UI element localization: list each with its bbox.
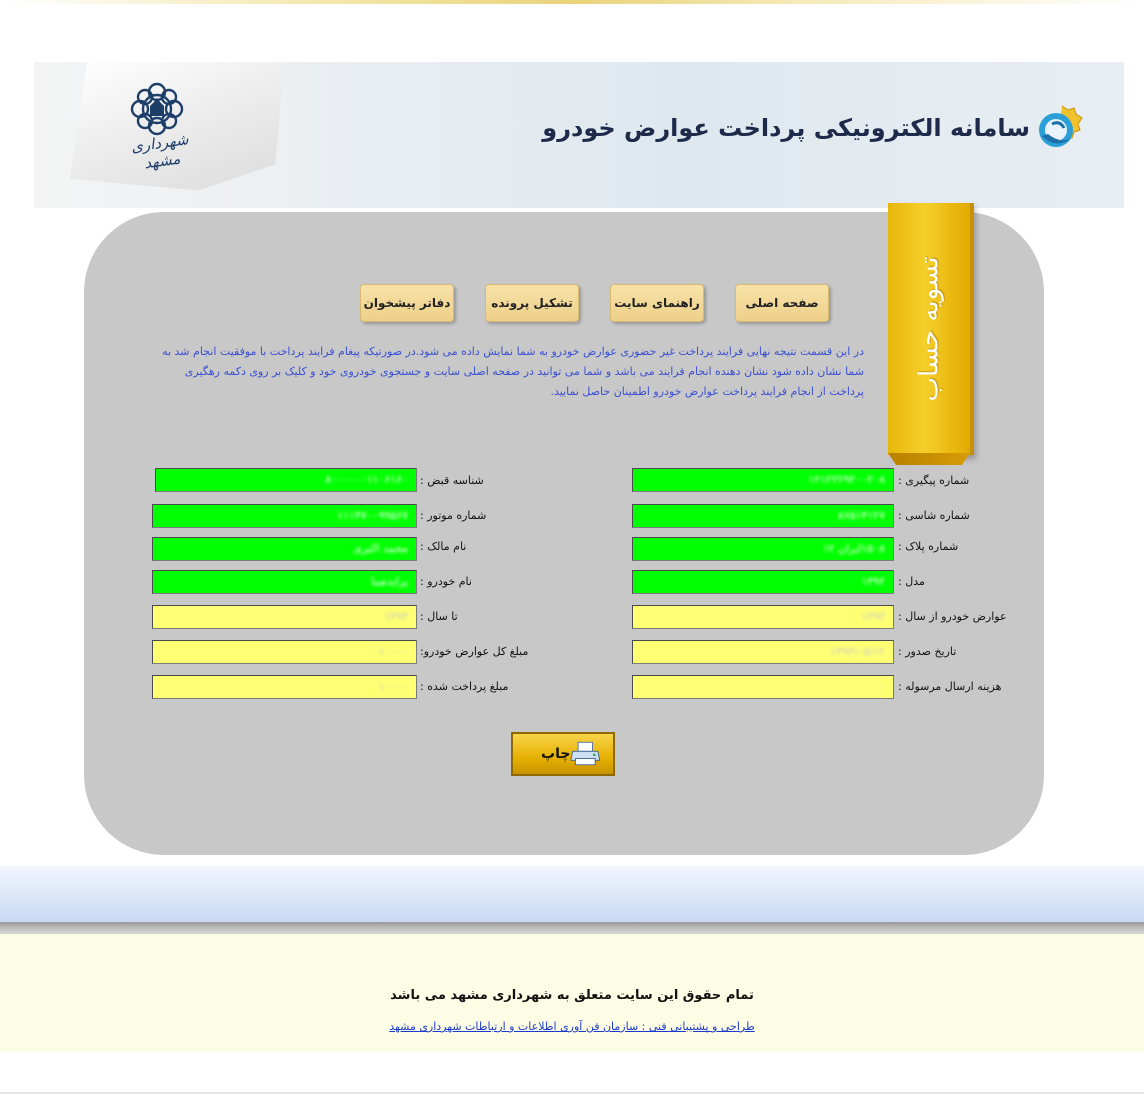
- intro-text: در این قسمت نتیجه نهایی فرایند پرداخت غیر حضوری عوارض خودرو به شما نمایش داده می شود.در صورتیکه پیغام فرایند پرداخت با موفقیت انجام شد به شما نشان داده شود نشان دهنده انجام فرایند می باشد و شما می توانید در صفحه اصلی سایت و جستجوی خودروی خود و کلیک بر روی دکمه رهگیری پرداخت از انجام فرایند پرداخت عوارض خودرو اطمینان حاصل نمایید.: [162, 345, 864, 398]
- site-logo-icon: [1032, 100, 1088, 156]
- print-button[interactable]: [511, 732, 615, 776]
- owner-name-label: نام مالک :: [420, 540, 467, 553]
- postage-fee-label: هزینه ارسال مرسوله :: [898, 680, 1002, 693]
- plate-no-field[interactable]: ۱۵۰۸ایران ۱۲: [632, 537, 894, 561]
- footer: [0, 934, 1144, 1052]
- to-year-field[interactable]: ۱۳۹۳: [152, 605, 417, 629]
- issue-date-label: تاریخ صدور :: [898, 645, 957, 658]
- site-title: سامانه الکترونیکی پرداخت عوارض خودرو: [542, 114, 1030, 142]
- chassis-no-field[interactable]: ۸۶۵۱۴۱۲۷: [632, 504, 894, 528]
- print-button-label: چاپ: [541, 746, 571, 762]
- nav-guide-button[interactable]: راهنمای سایت: [610, 284, 704, 322]
- top-decorative-strip: [0, 0, 1144, 4]
- model-field[interactable]: ۱۳۹۲: [632, 570, 894, 594]
- tracking-no-label: شماره پیگیری :: [898, 474, 970, 487]
- plate-no-label: شماره پلاک :: [898, 540, 959, 553]
- nav-home-button[interactable]: صفحه اصلی: [735, 284, 829, 322]
- engine-no-field[interactable]: ۱۱۱۴۷۰۰۹۹۵۶۷: [152, 504, 417, 528]
- vehicle-name-label: نام خودرو :: [420, 575, 472, 588]
- bottom-divider: [0, 1092, 1144, 1094]
- nav-file-button[interactable]: تشکیل پرونده: [485, 284, 579, 322]
- postage-fee-field[interactable]: ۰: [632, 675, 894, 699]
- to-year-label: تا سال :: [420, 610, 458, 623]
- chassis-no-label: شماره شاسی :: [898, 509, 970, 522]
- from-year-field[interactable]: ۱۳۹۳: [632, 605, 894, 629]
- footer-copyright: تمام حقوق این سایت متعلق به شهرداری مشهد می باشد: [390, 988, 754, 1003]
- nav-offices-button[interactable]: دفاتر پیشخوان: [360, 284, 454, 322]
- vehicle-name-field[interactable]: پرایدصبا: [152, 570, 417, 594]
- bill-id-field[interactable]: ۸۰۰۰۰۰۰۱۱۰۶۱۶۰: [155, 468, 417, 492]
- bill-id-label: شناسه قبض :: [420, 474, 484, 487]
- model-label: مدل :: [898, 575, 925, 588]
- total-fee-label: مبلغ کل عوارض خودرو:: [420, 645, 529, 658]
- total-fee-field[interactable]: ۱۰۰۰۰: [152, 640, 417, 664]
- section-ribbon: [888, 203, 970, 455]
- issue-date-field[interactable]: ۱۳۹۳/۰۵/۱۲: [632, 640, 894, 664]
- paid-amount-label: مبلغ پرداخت شده :: [420, 680, 509, 693]
- paid-amount-field[interactable]: ۱۰۰۰۰: [152, 675, 417, 699]
- city-logo-text: شهرداری مشهد: [129, 130, 190, 173]
- footer-gray-band: [0, 922, 1144, 934]
- owner-name-field[interactable]: محمد اکبری: [152, 537, 417, 561]
- from-year-label: عوارض خودرو از سال :: [898, 610, 1007, 623]
- footer-credit-link[interactable]: طراحی و پشتیبانی فنی : سازمان فن آوری اطلاعات و ارتباطات شهرداری مشهد: [389, 1020, 755, 1033]
- engine-no-label: شماره موتور :: [420, 509, 487, 522]
- printer-icon: [570, 739, 601, 769]
- header-banner: [34, 62, 1124, 208]
- ribbon-label: تسویه حساب: [914, 256, 944, 402]
- tracking-no-field[interactable]: ۱۲۱۲۲۲۹۲۰۰۲۰۸: [632, 468, 894, 492]
- footer-blue-band: [0, 866, 1144, 922]
